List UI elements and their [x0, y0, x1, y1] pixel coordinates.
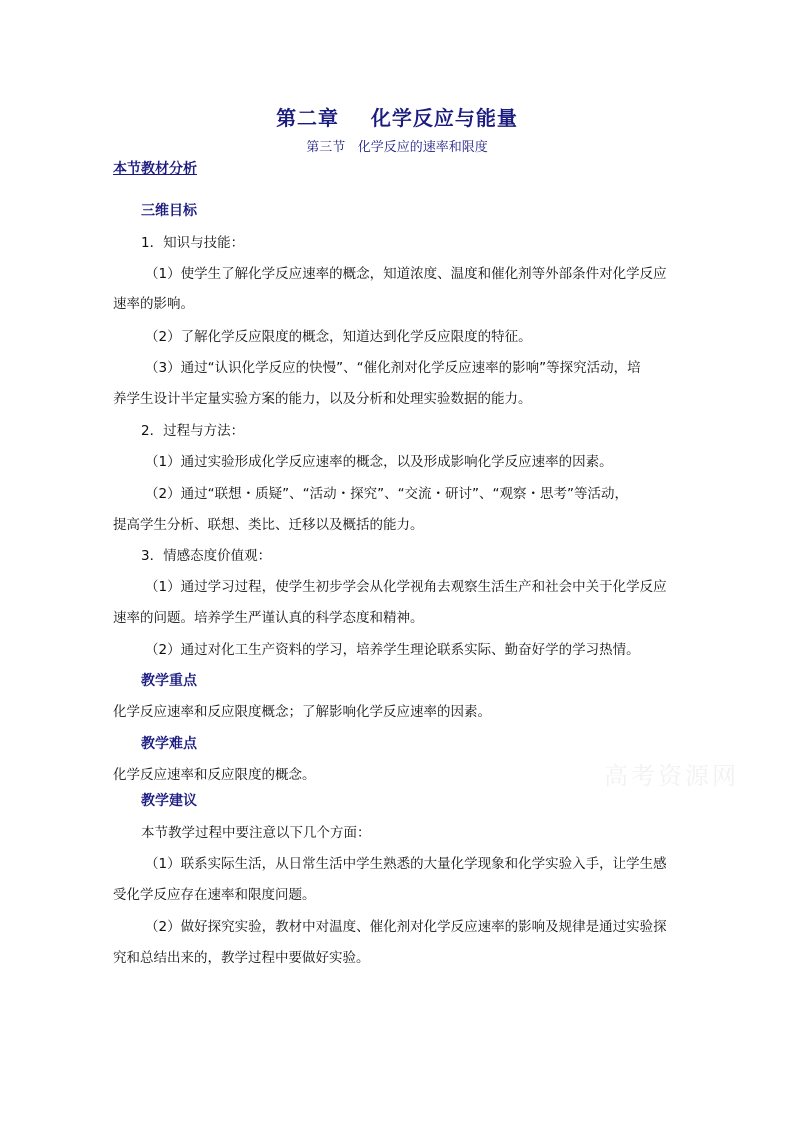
knowledge-item-3: （3）通过“认识化学反应的快慢”、“催化剂对化学反应速率的影响”等探究活动，培	[145, 360, 641, 376]
chapter-title: 第二章 化学反应与能量	[276, 106, 518, 130]
suggestions-item-1: （1）联系实际生活，从日常生活中学生熟悉的大量化学现象和化学实验入手，让学生感	[145, 856, 667, 872]
emotion-item-1-cont: 速率的问题。培养学生严谨认真的科学态度和精神。	[113, 610, 424, 626]
section-title: 第三节 化学反应的速率和限度	[306, 140, 488, 155]
emotion-item-2: （2）通过对化工生产资料的学习，培养学生理论联系实际、勤奋好学的学习热情。	[145, 642, 640, 658]
process-item-1: （1）通过实验形成化学反应速率的概念，以及形成影响化学反应速率的因素。	[145, 454, 613, 470]
difficulties-text: 化学反应速率和反应限度的概念。	[113, 767, 316, 783]
suggestions-item-2: （2）做好探究实验，教材中对温度、催化剂对化学反应速率的影响及规律是通过实验探	[145, 919, 667, 935]
knowledge-item-3-cont: 养学生设计半定量实验方案的能力，以及分析和处理实验数据的能力。	[113, 391, 532, 407]
process-item-2-cont: 提高学生分析、联想、类比、迁移以及概括的能力。	[113, 517, 424, 533]
suggestions-heading: 教学建议	[141, 793, 197, 809]
emotion-item-1: （1）通过学习过程，使学生初步学会从化学视角去观察生活生产和社会中关于化学反应	[145, 579, 667, 595]
analysis-link[interactable]: 本节教材分析	[113, 161, 197, 177]
knowledge-item-1: （1）使学生了解化学反应速率的概念，知道浓度、温度和催化剂等外部条件对化学反应	[145, 266, 667, 282]
knowledge-label: 1．知识与技能：	[141, 235, 245, 251]
process-item-2: （2）通过“联想・质疑”、“活动・探究”、“交流・研讨”、“观察・思考”等活动，	[145, 486, 629, 502]
watermark: 高考资源网	[604, 762, 739, 790]
key-points-text: 化学反应速率和反应限度概念；了解影响化学反应速率的因素。	[113, 704, 491, 720]
goals-heading: 三维目标	[141, 203, 197, 219]
knowledge-item-2: （2）了解化学反应限度的概念，知道达到化学反应限度的特征。	[145, 329, 532, 345]
process-label: 2．过程与方法：	[141, 423, 245, 439]
emotion-label: 3．情感态度价值观：	[141, 548, 272, 564]
suggestions-item-1-cont: 受化学反应存在速率和限度问题。	[113, 887, 316, 903]
difficulties-heading: 教学难点	[141, 736, 197, 752]
key-points-heading: 教学重点	[141, 673, 197, 689]
suggestions-item-2-cont: 究和总结出来的，教学过程中要做好实验。	[113, 950, 370, 966]
suggestions-intro: 本节教学过程中要注意以下几个方面：	[141, 825, 371, 841]
knowledge-item-1-cont: 速率的影响。	[113, 296, 194, 312]
